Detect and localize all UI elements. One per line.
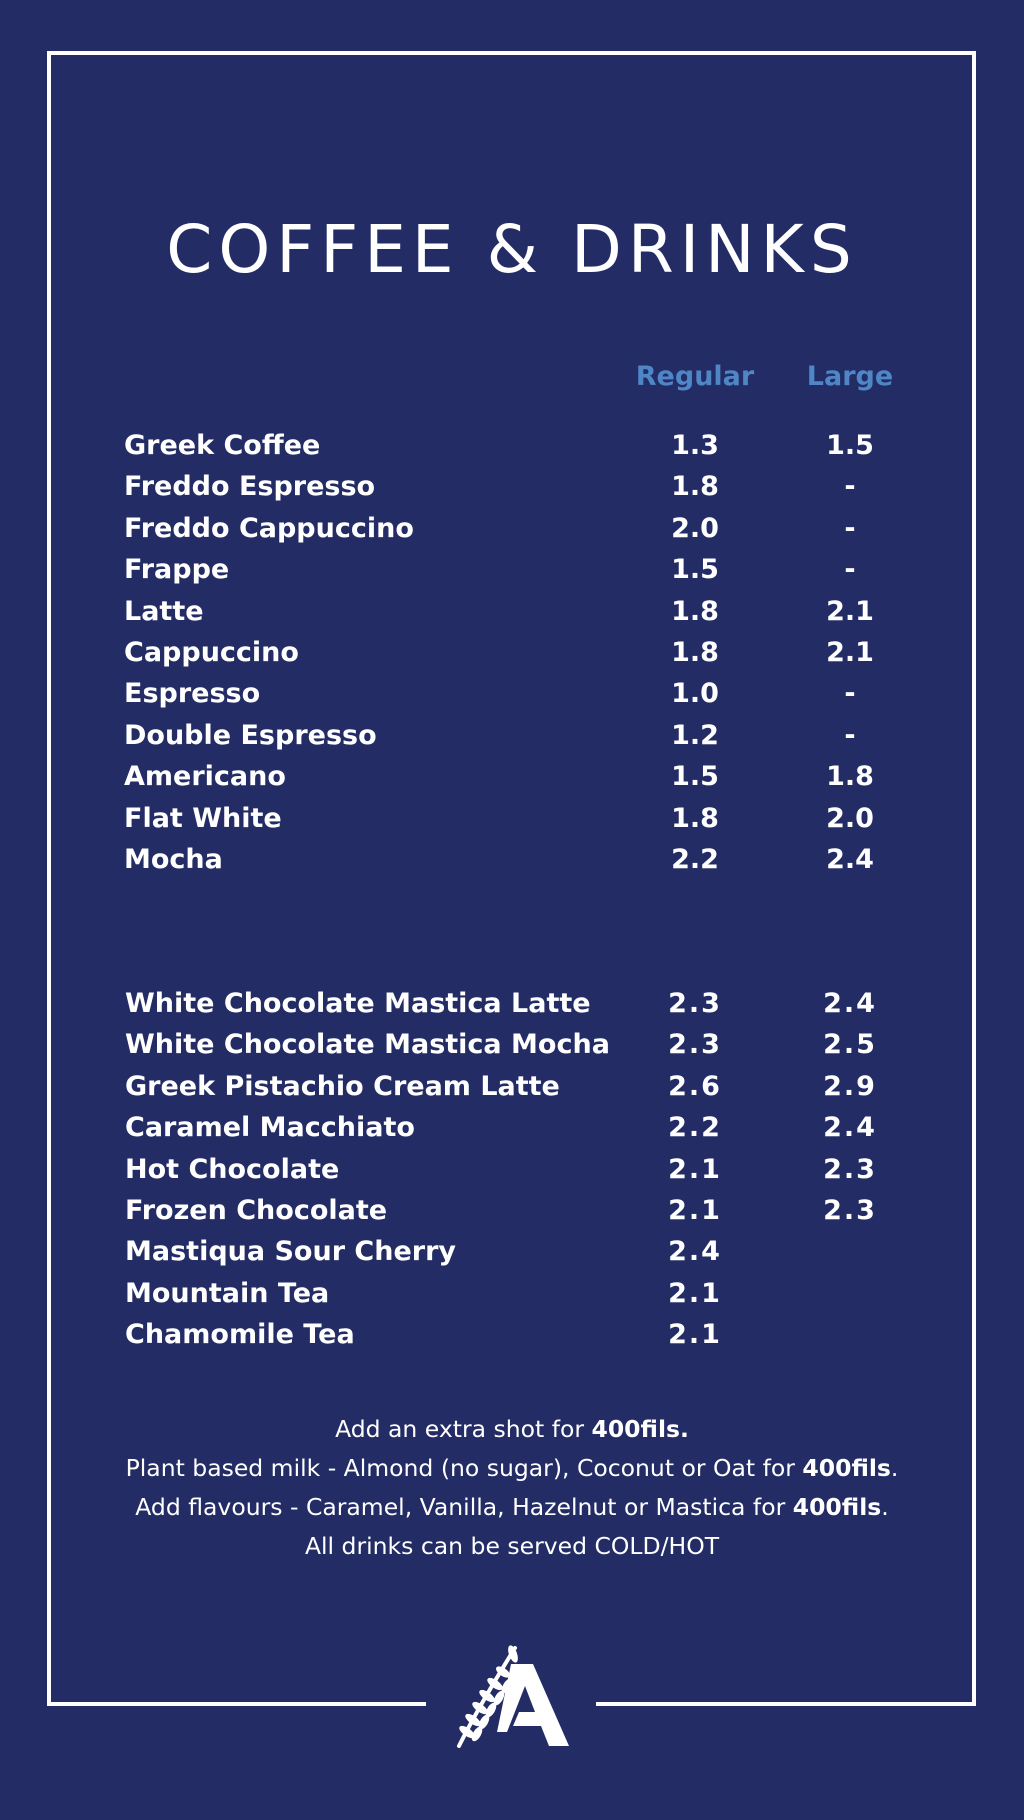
price-regular: 2.1 [668,1153,722,1185]
menu-row [0,632,1024,673]
menu-row [0,1314,1024,1355]
price-regular: 1.8 [671,471,719,503]
menu-row [0,798,1024,839]
price-regular: 2.1 [668,1195,722,1226]
item-name: Mastiqua Sour Cherry [125,1236,457,1268]
price-regular: 1.8 [671,802,719,834]
price-large: 1.8 [826,761,874,793]
menu-row [0,839,1024,880]
menu-row [0,1231,1024,1272]
price-large: - [844,554,856,586]
menu-row [0,591,1024,632]
wheat-letter-a-logo-icon [445,1628,579,1752]
price-large: - [844,471,856,503]
item-name: Cappuccino [124,637,299,668]
item-name: White Chocolate Mastica Mocha [125,1029,610,1061]
menu-row [0,673,1024,714]
menu-row [0,508,1024,549]
price-regular: 1.5 [671,554,719,586]
item-name: Flat White [124,802,282,834]
price-regular: 1.8 [671,637,719,668]
item-name: Frozen Chocolate [125,1195,388,1226]
price-large: - [844,512,856,544]
item-name: Chamomile Tea [125,1319,355,1351]
note-extra-shot [0,1410,1024,1449]
price-large: 2.4 [823,988,877,1019]
price-regular: 1.3 [671,430,719,461]
price-regular: 2.1 [668,1277,722,1309]
item-name: Mocha [124,844,223,875]
column-heading-large: Large [806,361,894,392]
menu-title: COFFEE & DRINKS [166,211,858,288]
note-price: 400fils [792,1493,882,1521]
note-text: Add an extra shot for [335,1415,592,1443]
price-regular: 2.2 [671,844,719,875]
price-large: 1.5 [826,430,874,461]
price-large: 2.3 [823,1153,877,1185]
price-large: 2.3 [823,1195,877,1226]
menu-row [0,466,1024,507]
menu-row [0,1024,1024,1065]
menu-row [0,715,1024,756]
price-large: - [844,719,856,751]
note-flavours [0,1488,1024,1527]
item-name: White Chocolate Mastica Latte [125,988,591,1019]
menu-notes [0,1410,1024,1566]
item-name: Frappe [124,554,230,586]
note-cold-hot: All drinks can be served COLD/HOT [304,1532,720,1560]
item-name: Hot Chocolate [125,1153,340,1185]
note-end: . [890,1454,899,1482]
item-name: Caramel Macchiato [125,1112,415,1144]
price-regular: 1.5 [671,761,719,793]
note-price: 400fils [802,1454,891,1482]
item-name: Mountain Tea [125,1277,330,1309]
price-large: 2.0 [826,802,874,834]
price-regular: 2.4 [668,1236,722,1268]
menu-row [0,1066,1024,1107]
price-large: 2.1 [826,595,874,627]
note-price: 400fils. [591,1415,689,1443]
note-text: Plant based milk - Almond (no sugar), Coconut or Oat for [125,1454,803,1482]
price-large: 2.5 [823,1029,877,1061]
price-regular: 1.0 [671,678,719,710]
price-large: 2.4 [823,1112,877,1144]
note-text: Add flavours - Caramel, Vanilla, Hazelnut or Mastica for [135,1493,793,1521]
price-regular: 1.8 [671,595,719,627]
price-regular: 2.6 [668,1070,722,1102]
price-regular: 2.2 [668,1112,722,1144]
price-large: - [844,678,856,710]
menu-row [0,756,1024,797]
menu-row [0,425,1024,466]
item-name: Latte [124,595,204,627]
price-regular: 1.2 [671,719,719,751]
menu-row [0,549,1024,590]
price-large: 2.4 [826,844,874,875]
item-name: Freddo Espresso [124,471,376,503]
price-regular: 2.3 [668,1029,722,1061]
item-name: Double Espresso [124,719,377,751]
note-plant-milk [0,1449,1024,1488]
item-name: Freddo Cappuccino [124,512,414,544]
note-end: . [881,1493,889,1521]
price-regular: 2.3 [668,988,722,1019]
item-name: Greek Pistachio Cream Latte [125,1070,560,1102]
menu-row [0,1273,1024,1314]
column-heading-regular: Regular [635,361,755,392]
price-regular: 2.0 [671,512,719,544]
menu-row [0,1190,1024,1231]
menu-row [0,1149,1024,1190]
price-large: 2.9 [823,1070,877,1102]
menu-row [0,1107,1024,1148]
price-large: 2.1 [826,637,874,668]
menu-row [0,983,1024,1024]
item-name: Americano [124,761,286,793]
item-name: Espresso [124,678,261,710]
price-regular: 2.1 [668,1319,722,1351]
item-name: Greek Coffee [124,430,321,461]
